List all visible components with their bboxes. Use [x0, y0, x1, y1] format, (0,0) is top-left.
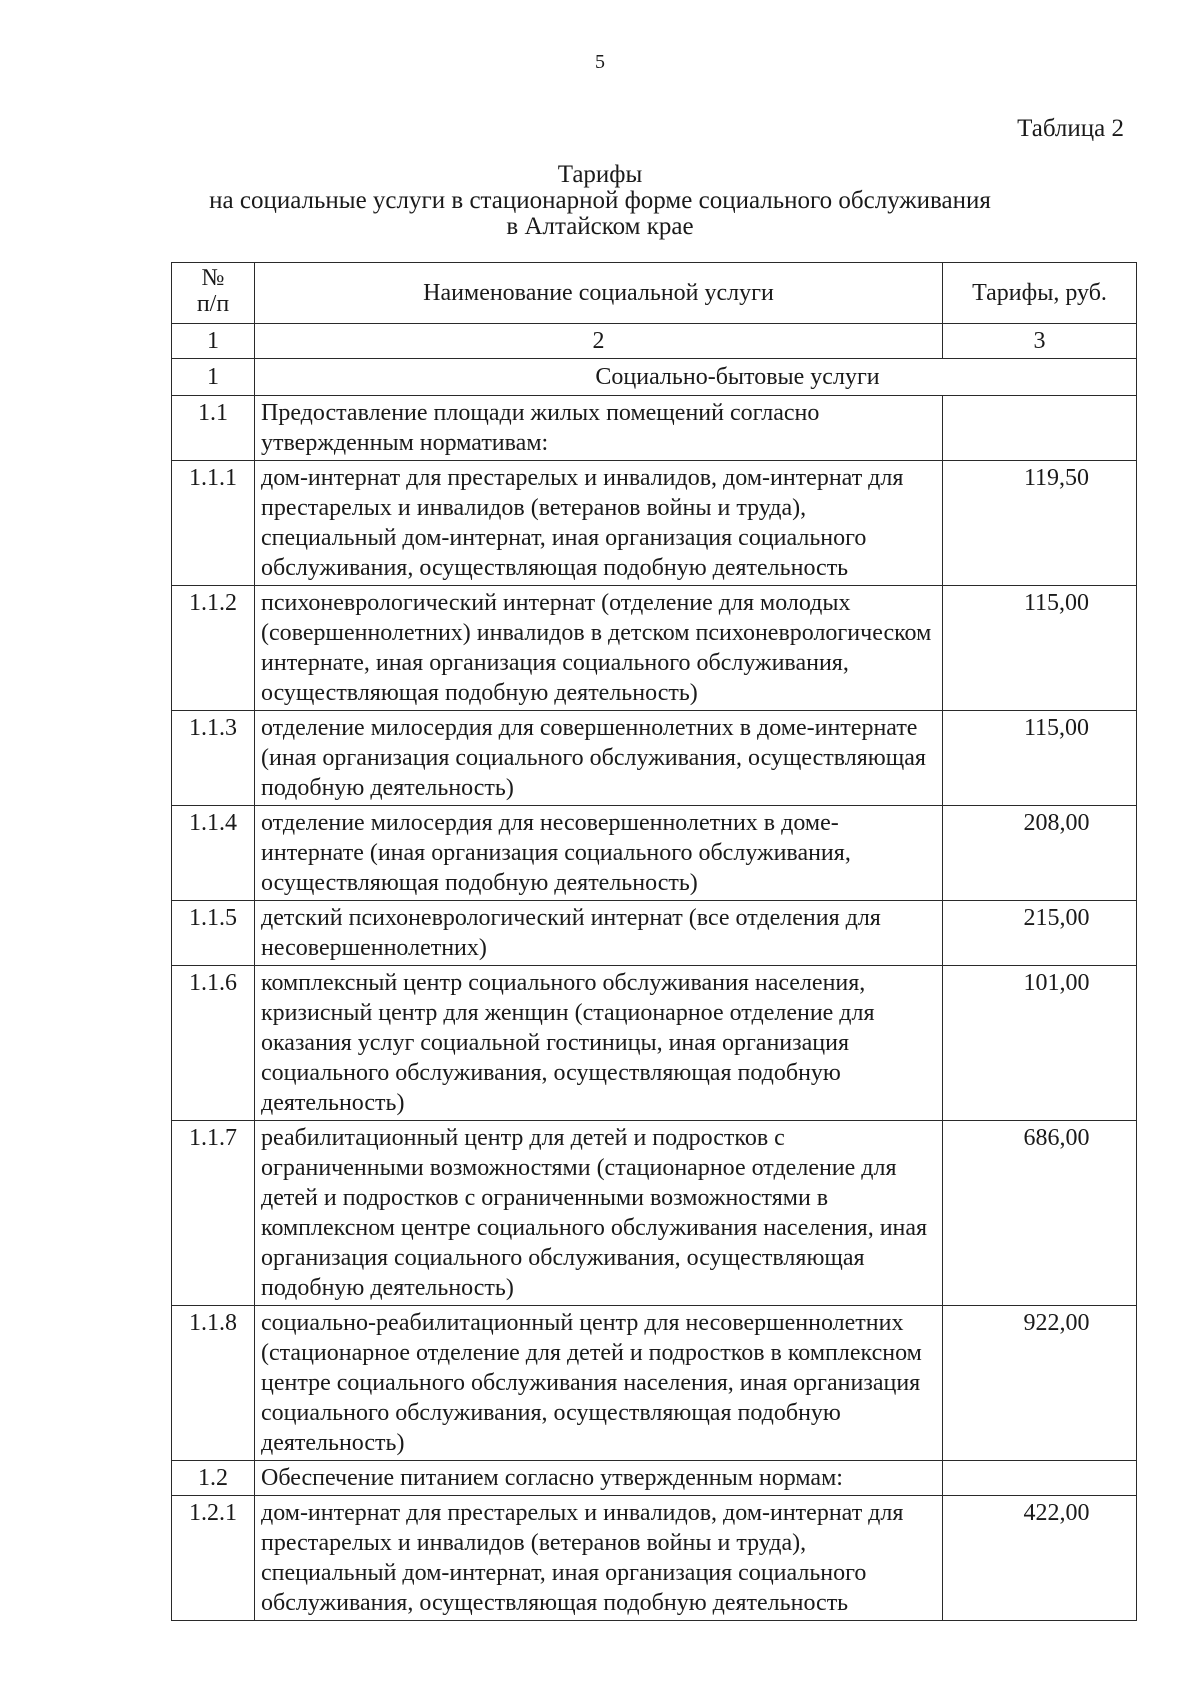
row-num: 1.2.1 — [172, 1496, 255, 1621]
table-row — [172, 1306, 1137, 1461]
row-num: 1.1.1 — [172, 461, 255, 586]
header-tariff: Тарифы, руб. — [943, 263, 1137, 324]
header-name: Наименование социальной услуги — [255, 263, 943, 324]
header-num-line1: № — [201, 265, 225, 291]
row-num: 1.1.4 — [172, 806, 255, 901]
row-name: детский психоневрологический интернат (все отделения для несовершеннолетних) — [255, 901, 943, 966]
row-tariff: 422,00 — [943, 1496, 1137, 1621]
table-row — [172, 966, 1137, 1121]
document-title — [0, 162, 1200, 240]
row-tariff: 215,00 — [943, 901, 1137, 966]
row-tariff: 115,00 — [943, 586, 1137, 711]
section-name: Социально-бытовые услуги — [255, 359, 1137, 396]
row-num: 1.1.2 — [172, 586, 255, 711]
row-num: 1.2 — [172, 1461, 255, 1496]
column-index-1: 1 — [172, 324, 255, 359]
table-header-row — [172, 263, 1137, 324]
row-name: социально-реабилитационный центр для несовершеннолетних (стационарное отделение для детей и подростков в комплексном центре социального обслуживания населения, иная организация социального обслуживания, осуществляющая подобную деятельность) — [255, 1306, 943, 1461]
row-tariff: 208,00 — [943, 806, 1137, 901]
table-row — [172, 806, 1137, 901]
title-line-1: Тарифы — [557, 161, 643, 188]
title-line-2: на социальные услуги в стационарной форме социального обслуживания — [209, 187, 991, 214]
table-row — [172, 461, 1137, 586]
table-row — [172, 396, 1137, 461]
section-row — [172, 359, 1137, 396]
row-num: 1.1.5 — [172, 901, 255, 966]
header-num — [172, 263, 255, 324]
row-name: комплексный центр социального обслуживания населения, кризисный центр для женщин (стационарное отделение для оказания услуг социальной гостиницы, иная организация социального обслуживания, осуществляющая подобную деятельность) — [255, 966, 943, 1121]
title-line-3: в Алтайском крае — [506, 213, 694, 240]
page-number: 5 — [595, 51, 605, 73]
row-tariff — [943, 1461, 1137, 1496]
row-tariff: 686,00 — [943, 1121, 1137, 1306]
row-name: психоневрологический интернат (отделение для молодых (совершеннолетних) инвалидов в детском психоневрологическом интернате, иная организация социального обслуживания, осуществляющая подобную деятельность) — [255, 586, 943, 711]
header-num-line2: п/п — [196, 291, 230, 317]
row-tariff: 101,00 — [943, 966, 1137, 1121]
table-row — [172, 711, 1137, 806]
row-name: отделение милосердия для несовершеннолетних в доме-интернате (иная организация социального обслуживания, осуществляющая подобную деятельность) — [255, 806, 943, 901]
row-num: 1.1.7 — [172, 1121, 255, 1306]
row-num: 1.1.3 — [172, 711, 255, 806]
row-tariff: 119,50 — [943, 461, 1137, 586]
row-num: 1.1.6 — [172, 966, 255, 1121]
row-name: Предоставление площади жилых помещений согласно утвержденным нормативам: — [255, 396, 943, 461]
table-row — [172, 586, 1137, 711]
row-name: реабилитационный центр для детей и подростков с ограниченными возможностями (стационарное отделение для детей и подростков с ограниченными возможностями в комплексном центре социального обслуживания населения, иная организация социального обслуживания, осуществляющая подобную деятельность) — [255, 1121, 943, 1306]
row-tariff — [943, 396, 1137, 461]
row-num: 1.1.8 — [172, 1306, 255, 1461]
table-label: Таблица 2 — [1017, 115, 1124, 142]
row-tariff: 922,00 — [943, 1306, 1137, 1461]
column-index-3: 3 — [943, 324, 1137, 359]
row-num: 1.1 — [172, 396, 255, 461]
column-index-row — [172, 324, 1137, 359]
column-index-2: 2 — [255, 324, 943, 359]
table-row — [172, 901, 1137, 966]
row-name: отделение милосердия для совершеннолетних в доме-интернате (иная организация социального обслуживания, осуществляющая подобную деятельность) — [255, 711, 943, 806]
table-row — [172, 1121, 1137, 1306]
section-num: 1 — [172, 359, 255, 396]
table-row — [172, 1496, 1137, 1621]
row-name: Обеспечение питанием согласно утвержденным нормам: — [255, 1461, 943, 1496]
table-row — [172, 1461, 1137, 1496]
row-name: дом-интернат для престарелых и инвалидов, дом-интернат для престарелых и инвалидов (ветеранов войны и труда), специальный дом-интернат, иная организация социального обслуживания, осуществляющая подобную деятельность — [255, 461, 943, 586]
row-tariff: 115,00 — [943, 711, 1137, 806]
tariffs-table — [171, 262, 1137, 1621]
row-name: дом-интернат для престарелых и инвалидов, дом-интернат для престарелых и инвалидов (ветеранов войны и труда), специальный дом-интернат, иная организация социального обслуживания, осуществляющая подобную деятельность — [255, 1496, 943, 1621]
